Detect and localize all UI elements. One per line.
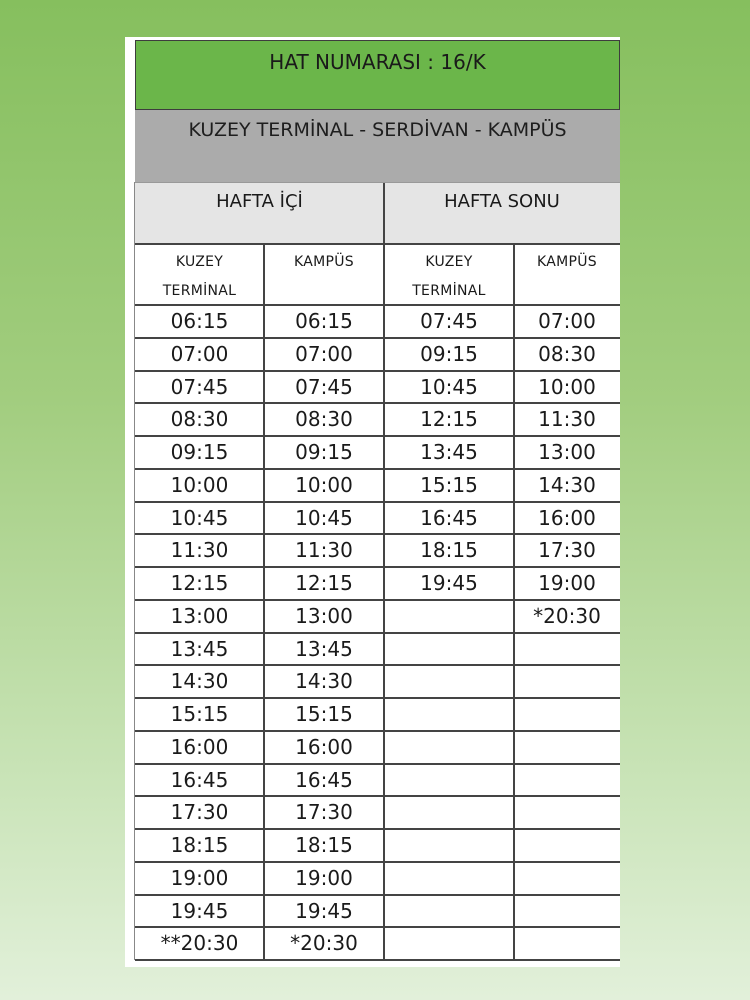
time-cell: 19:45 <box>170 898 229 923</box>
grid-divider <box>135 243 620 245</box>
time-cell: 10:45 <box>170 505 229 530</box>
column-header-line: KAMPÜS <box>537 254 597 270</box>
section-weekend <box>384 182 620 244</box>
time-cell: 07:45 <box>295 374 353 399</box>
time-cell: 13:45 <box>170 636 229 661</box>
time-cell: 18:15 <box>170 833 229 857</box>
time-cell: 13:00 <box>170 603 229 628</box>
time-cell: 16:45 <box>420 505 478 530</box>
time-cell: 08:30 <box>170 407 229 432</box>
time-cell: 16:00 <box>170 734 229 759</box>
grid-divider <box>135 182 620 183</box>
time-cell: 15:15 <box>295 702 353 726</box>
time-cell: 19:00 <box>170 865 229 890</box>
column-header-weekday-campus <box>264 248 384 277</box>
column-header-weekday-terminal <box>135 248 264 306</box>
time-cell: *20:30 <box>290 931 358 956</box>
time-cell: 07:45 <box>420 309 478 333</box>
time-cell: 06:15 <box>170 309 229 333</box>
time-cell: 12:15 <box>295 571 353 595</box>
time-cell: 15:15 <box>170 702 229 726</box>
column-header-weekend-terminal <box>384 248 514 306</box>
time-cell: 07:45 <box>170 374 229 399</box>
time-cell: 13:45 <box>295 636 353 661</box>
time-cell: 08:30 <box>295 407 353 432</box>
time-cell: 10:00 <box>170 472 229 497</box>
time-cell: 18:15 <box>295 833 353 857</box>
column-header-line: TERMİNAL <box>412 283 486 299</box>
time-cell: 16:45 <box>295 767 353 792</box>
time-cell: 16:00 <box>295 734 353 759</box>
line-number-title <box>135 40 620 110</box>
time-cell: 13:45 <box>420 440 478 464</box>
line-number-text: HAT NUMARASI : 16/K <box>269 50 486 74</box>
route-text: KUZEY TERMİNAL - SERDİVAN - KAMPÜS <box>188 119 567 141</box>
column-header-line: TERMİNAL <box>162 283 237 299</box>
time-cell: 17:30 <box>170 800 229 825</box>
time-cell: 19:00 <box>295 865 353 890</box>
time-cell: 14:30 <box>170 669 229 694</box>
time-cell: 13:00 <box>538 440 596 464</box>
route-band <box>135 110 620 182</box>
section-weekend-label: HAFTA SONU <box>444 191 560 212</box>
time-cell: 11:30 <box>538 407 596 432</box>
time-cell: 10:00 <box>538 374 596 399</box>
time-cell: 15:15 <box>420 472 478 497</box>
time-cell: 17:30 <box>538 538 596 563</box>
time-cell: 07:00 <box>295 341 353 366</box>
column-header-line: KAMPÜS <box>294 254 354 270</box>
time-cell: 10:00 <box>295 472 353 497</box>
time-cell: 10:45 <box>295 505 353 530</box>
time-cell: 07:00 <box>170 341 229 366</box>
time-cell: 17:30 <box>295 800 353 825</box>
time-cell: 06:15 <box>295 309 353 333</box>
time-cell: 19:45 <box>295 898 353 923</box>
time-cell: 14:30 <box>538 472 596 497</box>
time-cell: 12:15 <box>170 571 229 595</box>
time-cell: *20:30 <box>533 603 601 628</box>
time-cell: 12:15 <box>420 407 478 432</box>
section-weekday <box>135 182 384 244</box>
time-cell: 11:30 <box>295 538 353 563</box>
time-cell: 09:15 <box>170 440 229 464</box>
column-header-weekend-campus <box>514 248 620 277</box>
time-cell: 08:30 <box>538 341 596 366</box>
column-header-line: KUZEY <box>425 254 473 270</box>
time-cell: 16:00 <box>538 505 596 530</box>
time-cell: 19:45 <box>420 571 478 595</box>
time-cell: 19:00 <box>538 571 596 595</box>
time-cell: 09:15 <box>420 341 478 366</box>
time-cell: 14:30 <box>295 669 353 694</box>
time-cell: 10:45 <box>420 374 478 399</box>
time-cell: 18:15 <box>420 538 478 563</box>
time-cell: 16:45 <box>170 767 229 792</box>
time-cell: 09:15 <box>295 440 353 464</box>
time-cell: 13:00 <box>295 603 353 628</box>
section-weekday-label: HAFTA İÇİ <box>216 191 303 212</box>
time-cell: 11:30 <box>170 538 229 563</box>
time-cell: 07:00 <box>538 309 596 333</box>
time-cell: **20:30 <box>160 931 239 956</box>
column-header-line: KUZEY <box>175 254 224 270</box>
